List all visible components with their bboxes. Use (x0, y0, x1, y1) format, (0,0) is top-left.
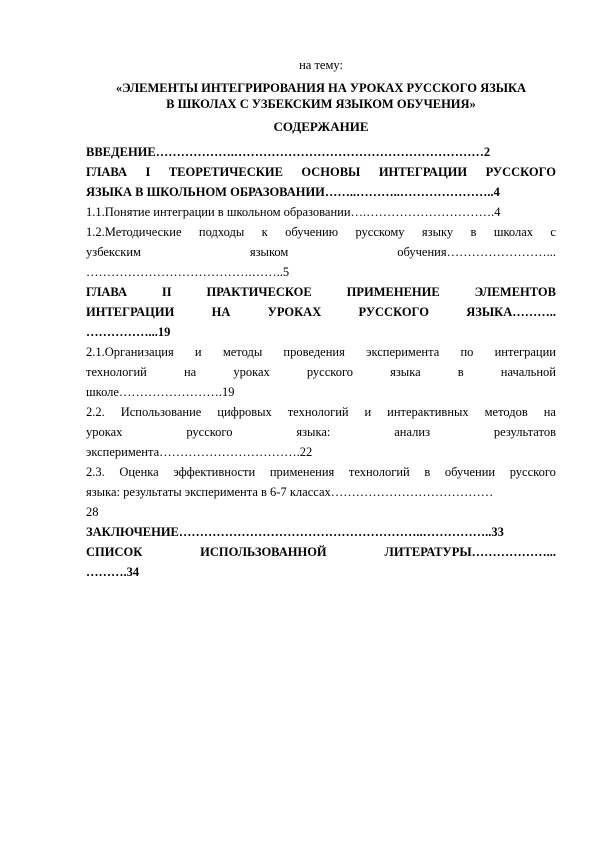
toc-word: 2.2. (86, 405, 105, 419)
table-of-contents (86, 142, 556, 582)
toc-word: ГЛАВА (86, 285, 127, 299)
toc-word: II (161, 285, 172, 299)
toc-word: в (470, 225, 477, 239)
toc-word: цифровых (217, 405, 272, 419)
toc-section-1-2-line-3: ………………………………….……..5 (86, 265, 290, 279)
toc-word: Использование (120, 405, 202, 419)
toc-word: методов (484, 405, 528, 419)
toc-word: 2.3. (86, 465, 105, 479)
document-title (86, 80, 556, 112)
toc-chapter-1-line-2: ЯЗЫКА В ШКОЛЬНОМ ОБРАЗОВАНИИ……..………..…………………..4 (86, 185, 500, 199)
toc-word: и (364, 405, 372, 419)
toc-word: ИСПОЛЬЗОВАННОЙ (200, 545, 327, 559)
toc-word: языка (390, 365, 421, 379)
toc-word: обучении (444, 465, 496, 479)
toc-word: ТЕОРЕТИЧЕСКИЕ (168, 165, 283, 179)
toc-section-2-3-line-2: языка: результаты эксперимента в 6-7 классах………………………………… (86, 485, 494, 499)
toc-word: технологий (287, 405, 349, 419)
toc-section-2-1-line-2 (86, 362, 556, 382)
toc-section-2-2-line-2 (86, 422, 556, 442)
toc-word: РУССКОГО (358, 305, 429, 319)
toc-word: ОСНОВЫ (301, 165, 361, 179)
toc-section-1-2-line-1 (86, 222, 556, 242)
toc-word: СПИСОК (86, 545, 143, 559)
toc-section-2-3-line-1 (86, 462, 556, 482)
title-line-2: В ШКОЛАХ С УЗБЕКСКИМ ЯЗЫКОМ ОБУЧЕНИЯ» (166, 97, 476, 111)
toc-section-2-1-line-1 (86, 342, 556, 362)
toc-word: на (183, 365, 197, 379)
toc-section-2-2-line-3: эксперимента…………………………….22 (86, 445, 313, 459)
toc-word: эффективности (173, 465, 256, 479)
topic-label: на тему: (299, 58, 343, 72)
toc-word: уроках (233, 365, 270, 379)
toc-word: ИНТЕГРАЦИИ (378, 165, 468, 179)
toc-bibliography-line-2: ……….34 (86, 565, 140, 579)
toc-word: языком (249, 245, 289, 259)
toc-word: ГЛАВА (86, 165, 127, 179)
toc-word: применения (269, 465, 335, 479)
toc-conclusion: ЗАКЛЮЧЕНИЕ…………………………………………………..……………..33 (86, 525, 504, 539)
toc-word: 2.1.Организация (86, 345, 174, 359)
toc-word: ЛИТЕРАТУРЫ………………... (384, 545, 556, 559)
toc-word: эксперимента (366, 345, 440, 359)
toc-word: с (550, 225, 556, 239)
toc-word: ЭЛЕМЕНТОВ (474, 285, 556, 299)
toc-section-2-3-line-3: 28 (86, 505, 99, 519)
toc-word: в (457, 365, 464, 379)
toc-word: русского (306, 365, 354, 379)
toc-word: ИНТЕГРАЦИИ (86, 305, 175, 319)
toc-word: НА (211, 305, 231, 319)
toc-word: языка: (296, 425, 331, 439)
toc-chapter-2-line-2 (86, 302, 556, 322)
toc-word: к (261, 225, 268, 239)
toc-word: начальной (500, 365, 556, 379)
toc-word: обучению (285, 225, 339, 239)
toc-word: русского (509, 465, 556, 479)
contents-heading: СОДЕРЖАНИЕ (273, 119, 369, 134)
toc-word: ЯЗЫКА……….. (466, 305, 556, 319)
toc-word: на (543, 405, 556, 419)
toc-word: ПРИМЕНЕНИЕ (346, 285, 440, 299)
toc-word: по (460, 345, 474, 359)
toc-word: обучения……………………... (397, 245, 556, 259)
title-line-1: «ЭЛЕМЕНТЫ ИНТЕГРИРОВАНИЯ НА УРОКАХ РУССКОГО ЯЗЫКА (115, 81, 527, 95)
toc-word: технологий (348, 465, 410, 479)
toc-word: анализ (394, 425, 431, 439)
toc-chapter-2-line-1 (86, 282, 556, 302)
toc-section-2-2-line-1 (86, 402, 556, 422)
toc-word: русскому (355, 225, 405, 239)
toc-chapter-2-line-3: ……………...19 (86, 325, 171, 339)
toc-word: подходы (198, 225, 245, 239)
toc-word: в (424, 465, 431, 479)
toc-intro: ВВЕДЕНИЕ……………….……………………………………………………2 (86, 145, 491, 159)
toc-word: интеграции (494, 345, 556, 359)
toc-word: интерактивных (387, 405, 469, 419)
toc-word: ПРАКТИЧЕСКОЕ (206, 285, 312, 299)
toc-word: результатов (493, 425, 556, 439)
document-page (86, 56, 556, 582)
toc-section-2-1-line-3: школе…………………….19 (86, 385, 235, 399)
toc-section-1-2-line-2 (86, 242, 556, 262)
toc-bibliography-line-1 (86, 542, 556, 562)
toc-chapter-1-line-1 (86, 162, 556, 182)
toc-word: 1.2.Методические (86, 225, 182, 239)
toc-word: русского (186, 425, 233, 439)
toc-word: школах (493, 225, 533, 239)
toc-section-1-1: 1.1.Понятие интеграции в школьном образовании….………………………….4 (86, 205, 501, 219)
toc-word: I (145, 165, 151, 179)
toc-word: технологий (86, 365, 147, 379)
toc-word: уроках (86, 425, 123, 439)
toc-word: языку (421, 225, 454, 239)
toc-word: и (194, 345, 202, 359)
toc-word: Оценка (119, 465, 159, 479)
toc-word: УРОКАХ (267, 305, 322, 319)
toc-word: узбекским (86, 245, 141, 259)
toc-word: методы (222, 345, 263, 359)
toc-word: РУССКОГО (485, 165, 556, 179)
toc-word: проведения (283, 345, 345, 359)
